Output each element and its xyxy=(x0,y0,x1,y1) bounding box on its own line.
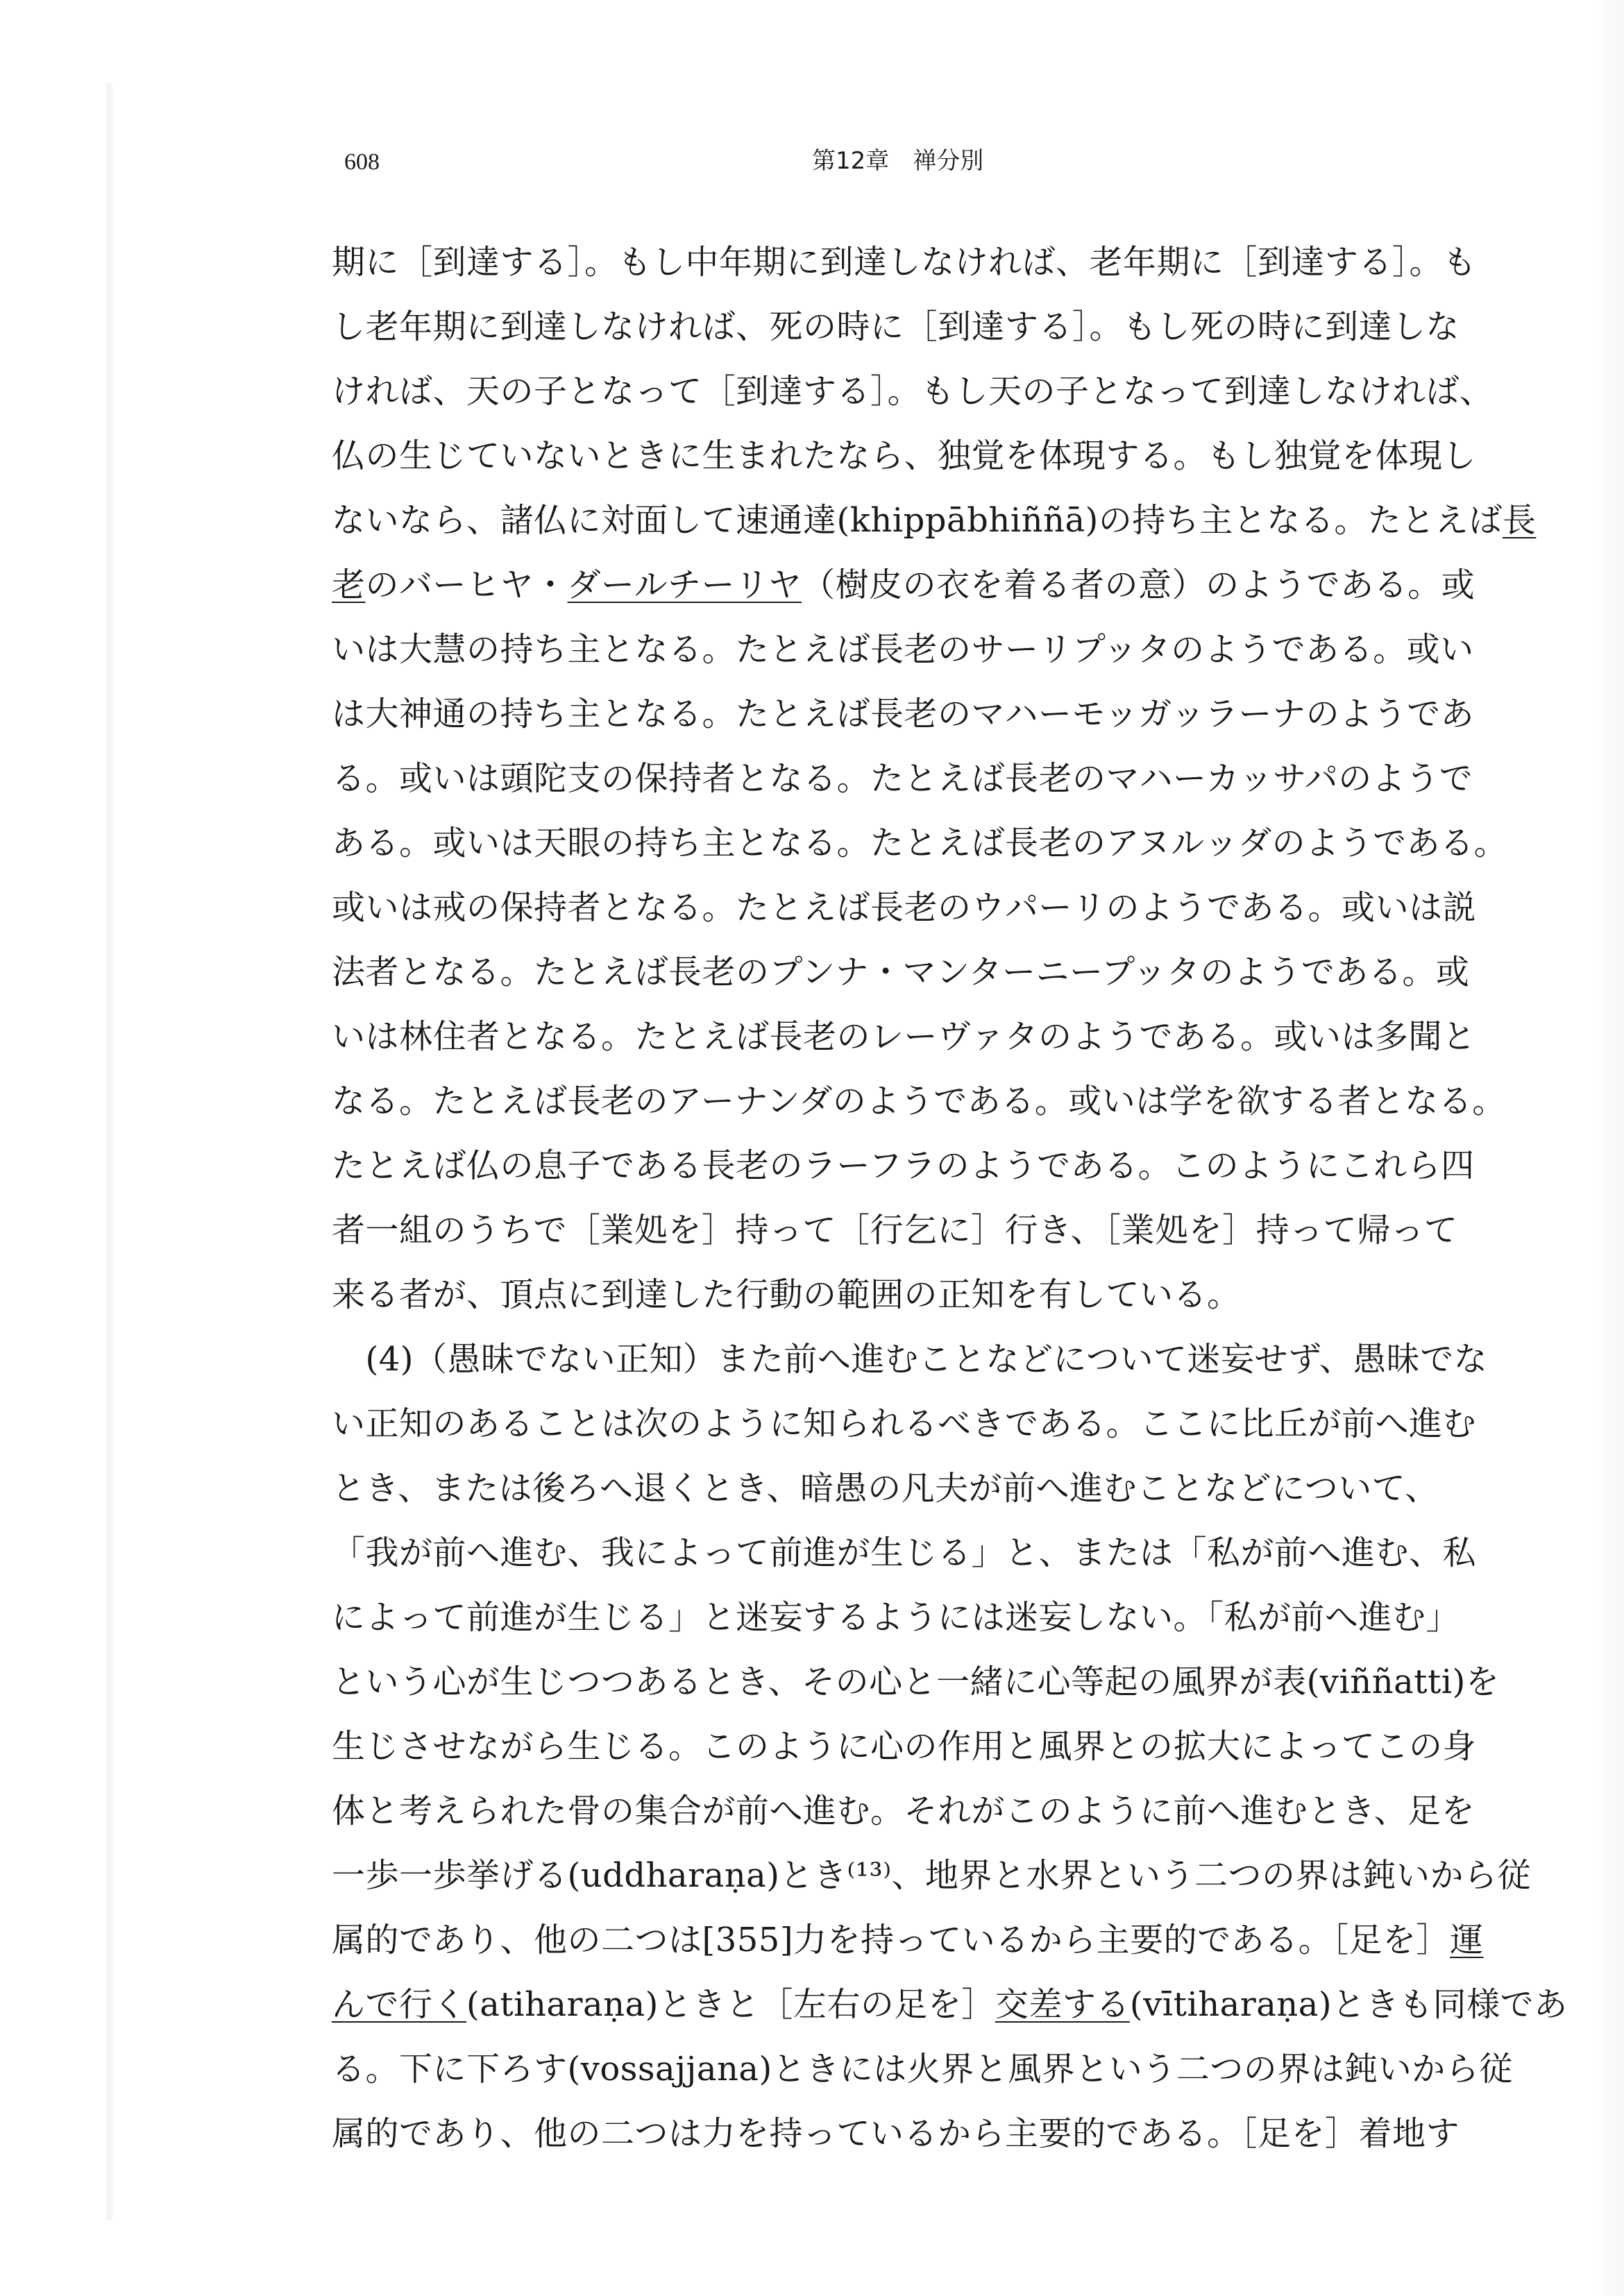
text-line: 期に［到達する］。もし中年期に到達しなければ、老年期に［到達する］。も xyxy=(332,243,1477,282)
text-line: 生じさせながら生じる。このように心の作用と風界との拡大によってこの身 xyxy=(332,1727,1477,1766)
text-line: 老のバーヒヤ・ダールチーリヤ（樹皮の衣を着る者の意）のようである。或 xyxy=(332,566,1475,604)
text-line: んで行く(atiharaṇa)ときと［左右の足を］交差する(vītiharaṇa)ときも同様であ xyxy=(332,1985,1568,2024)
text-line: たとえば仏の息子である長老のラーフラのようである。このようにこれら四 xyxy=(332,1146,1475,1185)
text-line: は大神通の持ち主となる。たとえば長老のマハーモッガッラーナのようであ xyxy=(332,695,1475,733)
underlined-term: ダールチーリヤ xyxy=(567,566,802,604)
text-line: る。下に下ろす(vossajjana)ときには火界と風界という二つの界は鈍いから従 xyxy=(332,2050,1513,2089)
underlined-term: 運 xyxy=(1450,1921,1484,1959)
text-line: 一歩一歩挙げる(uddharaṇa)とき⁽¹³⁾、地界と水界という二つの界は鈍いから従 xyxy=(332,1856,1532,1895)
text-line: によって前進が生じる」と迷妄するようには迷妄しない。「私が前へ進む」 xyxy=(332,1598,1460,1637)
text-line: (4)（愚昧でない正知）また前へ進むことなどについて迷妄せず、愚昧でな xyxy=(332,1340,1488,1379)
text-line: ないなら、諸仏に対面して速通達(khippābhiññā)の持ち主となる。たとえば長 xyxy=(332,501,1537,540)
text-line: い正知のあることは次のように知られるべきである。ここに比丘が前へ進む xyxy=(332,1404,1477,1443)
text-line: ある。或いは天眼の持ち主となる。たとえば長老のアヌルッダのようである。 xyxy=(332,824,1508,862)
text-line: とき、または後ろへ退くとき、暗愚の凡夫が前へ進むことなどについて、 xyxy=(332,1469,1439,1508)
text-line: なる。たとえば長老のアーナンダのようである。或いは学を欲する者となる。 xyxy=(332,1082,1506,1121)
text-line: 仏の生じていないときに生まれたなら、独覚を体現する。もし独覚を体現し xyxy=(332,436,1477,475)
text-line: いは大慧の持ち主となる。たとえば長老のサーリプッタのようである。或い xyxy=(332,630,1474,669)
text-line: という心が生じつつあるとき、その心と一緒に心等起の風界が表(viññatti)を xyxy=(332,1663,1500,1701)
scan-edge-right xyxy=(1596,0,1624,2296)
underlined-term: 長 xyxy=(1502,501,1537,540)
underlined-term: 老 xyxy=(332,566,366,604)
text-line: 来る者が、頂点に到達した行動の範囲の正知を有している。 xyxy=(332,1275,1241,1314)
body-text xyxy=(332,230,1568,2166)
running-head: 第12章 禅分別 xyxy=(812,147,984,175)
text-line: 法者となる。たとえば長老のプンナ・マンターニープッタのようである。或 xyxy=(332,953,1470,992)
page-number: 608 xyxy=(344,149,380,175)
text-line: る。或いは頭陀支の保持者となる。たとえば長老のマハーカッサパのようで xyxy=(332,759,1473,798)
text-line: し老年期に到達しなければ、死の時に［到達する］。もし死の時に到達しな xyxy=(332,307,1460,346)
text-line: 属的であり、他の二つは[355]力を持っているから主要的である。［足を］運 xyxy=(332,1921,1484,1959)
scan-edge-left xyxy=(104,83,114,2220)
text-line: いは林住者となる。たとえば長老のレーヴァタのようである。或いは多聞と xyxy=(332,1017,1476,1056)
text-line: 体と考えられた骨の集合が前へ進む。それがこのように前へ進むとき、足を xyxy=(332,1792,1475,1830)
text-line: 或いは戒の保持者となる。たとえば長老のウパーリのようである。或いは説 xyxy=(332,888,1477,927)
text-line: ければ、天の子となって［到達する］。もし天の子となって到達しなければ、 xyxy=(332,372,1494,411)
text-line: 属的であり、他の二つは力を持っているから主要的である。［足を］着地す xyxy=(332,2114,1460,2153)
text-line: 者一組のうちで［業処を］持って［行乞に］行き、［業処を］持って帰って xyxy=(332,1211,1458,1250)
underlined-term: んで行く xyxy=(332,1985,467,2024)
text-line: 「我が前へ進む、我によって前進が生じる」と、または「私が前へ進む、私 xyxy=(332,1533,1477,1572)
underlined-term: 交差する xyxy=(995,1985,1130,2024)
